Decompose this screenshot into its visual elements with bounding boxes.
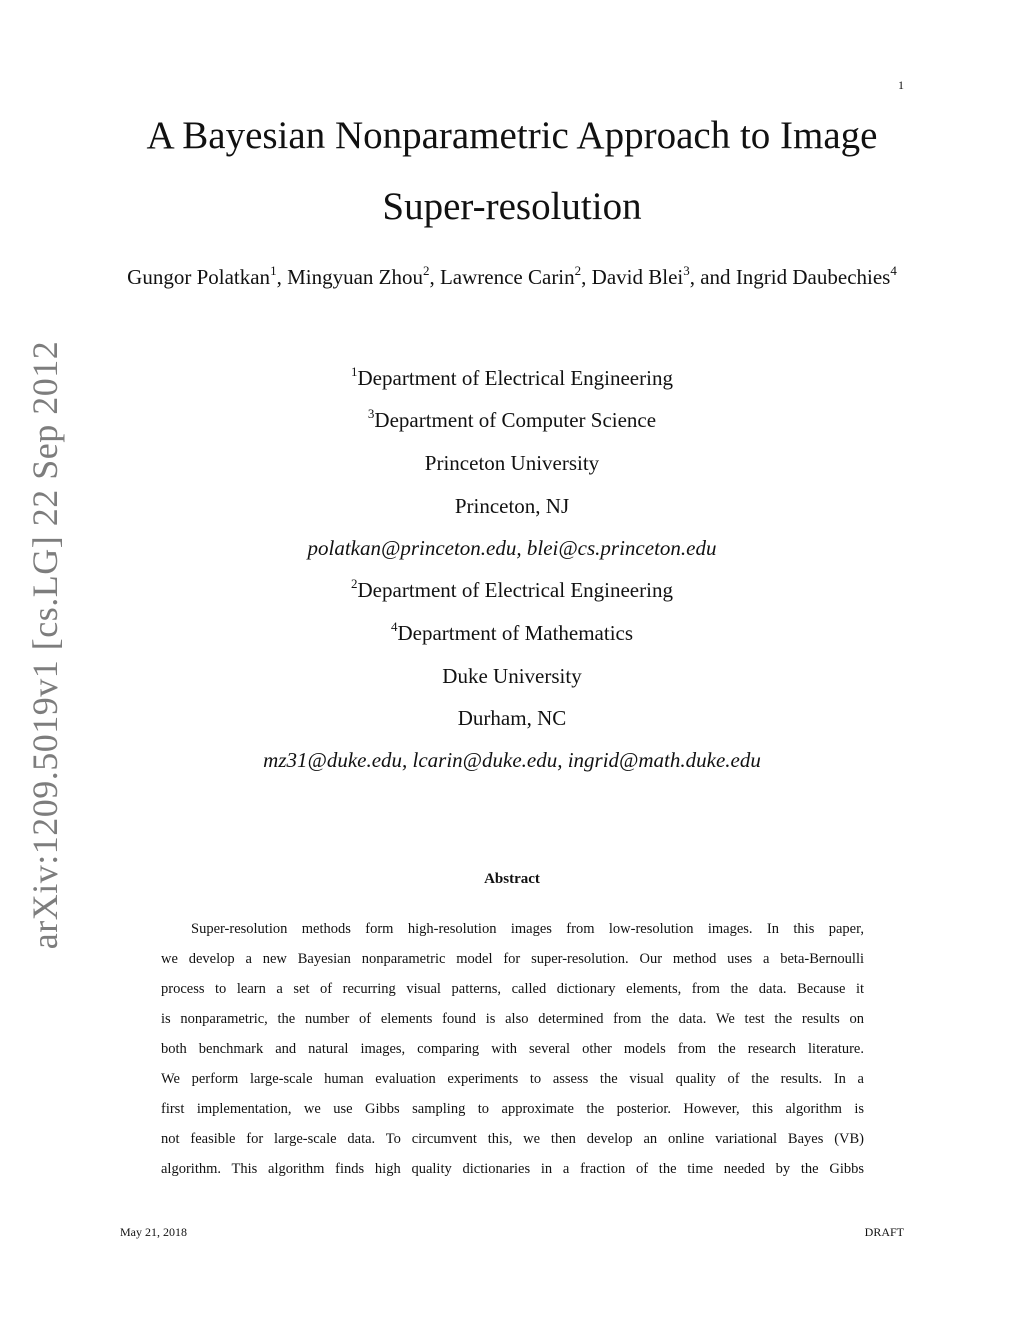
affiliation-mark: 3 xyxy=(367,406,375,421)
affiliation-university: Duke University xyxy=(442,664,582,688)
title-line-2: Super-resolution xyxy=(382,185,642,228)
author-name: Ingrid Daubechies xyxy=(735,265,891,289)
abstract-line: not feasible for large-scale data. To circumvent this, we then develop an online variational Bayes (VB) xyxy=(161,1131,864,1147)
author-separator: , xyxy=(276,265,288,289)
author-separator: , and xyxy=(689,265,736,289)
affiliation-location: Durham, NC xyxy=(457,706,567,730)
abstract-line: both benchmark and natural images, comparing with several other models from the research literature. xyxy=(161,1041,864,1057)
affiliation-department: $^3$Department of Computer Science xyxy=(367,406,657,432)
author-separator: , xyxy=(581,265,592,289)
paper-title xyxy=(112,100,912,242)
affiliation-mark: 4 xyxy=(390,619,398,634)
affiliation-university: Princeton University xyxy=(424,451,600,475)
author-separator: , xyxy=(429,265,440,289)
author-affiliation-mark: 3 xyxy=(683,263,690,278)
title-line-1: A Bayesian Nonparametric Approach to Image xyxy=(146,114,878,157)
affiliation-mark: 1 xyxy=(351,364,358,379)
affiliation-mark: 2 xyxy=(351,576,358,591)
affiliation-emails: mz31@duke.edu, lcarin@duke.edu, ingrid@math.duke.edu xyxy=(263,748,761,772)
author-name: Gungor Polatkan xyxy=(127,265,271,289)
abstract-body xyxy=(161,914,864,1184)
abstract-line: algorithm. This algorithm finds high quality dictionaries in a fraction of the time needed by the Gibbs xyxy=(161,1161,864,1177)
abstract-line: is nonparametric, the number of elements found is also determined from the data. We test the results on xyxy=(161,1011,864,1027)
author-affiliation-mark: 4 xyxy=(890,263,897,278)
author-list xyxy=(112,256,912,298)
abstract-line: We perform large-scale human evaluation experiments to assess the visual quality of the results. In a xyxy=(161,1071,864,1087)
footer-draft-label: DRAFT xyxy=(864,1225,904,1239)
affiliation-department: $^1$Department of Electrical Engineering xyxy=(351,364,673,390)
page-number: 1 xyxy=(898,78,904,92)
abstract-line: we develop a new Bayesian nonparametric model for super-resolution. Our method uses a beta-Bernoulli xyxy=(161,951,864,967)
arxiv-identifier-stamp: arXiv:1209.5019v1 [cs.LG] 22 Sep 2012 xyxy=(25,340,65,950)
footer-date: May 21, 2018 xyxy=(120,1225,187,1239)
affiliation-department: $^2$Department of Electrical Engineering xyxy=(351,576,673,602)
author-affiliation-mark: 2 xyxy=(574,263,582,278)
affiliation-department: $^4$Department of Mathematics xyxy=(390,619,634,645)
affiliation-emails: polatkan@princeton.edu, blei@cs.princeton.edu xyxy=(307,536,717,560)
abstract-heading: Abstract xyxy=(484,871,540,887)
abstract-line: Super-resolution methods form high-resolution images from low-resolution images. In this paper, xyxy=(191,921,864,937)
author-affiliation-mark: 2 xyxy=(422,263,430,278)
author-name: David Blei xyxy=(591,265,684,289)
abstract-line: process to learn a set of recurring visual patterns, called dictionary elements, from the data. Because it xyxy=(161,981,864,997)
author-affiliation-mark: 1 xyxy=(270,263,277,278)
author-name: Lawrence Carin xyxy=(439,265,575,289)
affiliation-location: Princeton, NJ xyxy=(454,494,570,518)
abstract-line: first implementation, we use Gibbs sampling to approximate the posterior. However, this algorithm is xyxy=(161,1101,864,1117)
author-name: Mingyuan Zhou xyxy=(287,265,423,289)
